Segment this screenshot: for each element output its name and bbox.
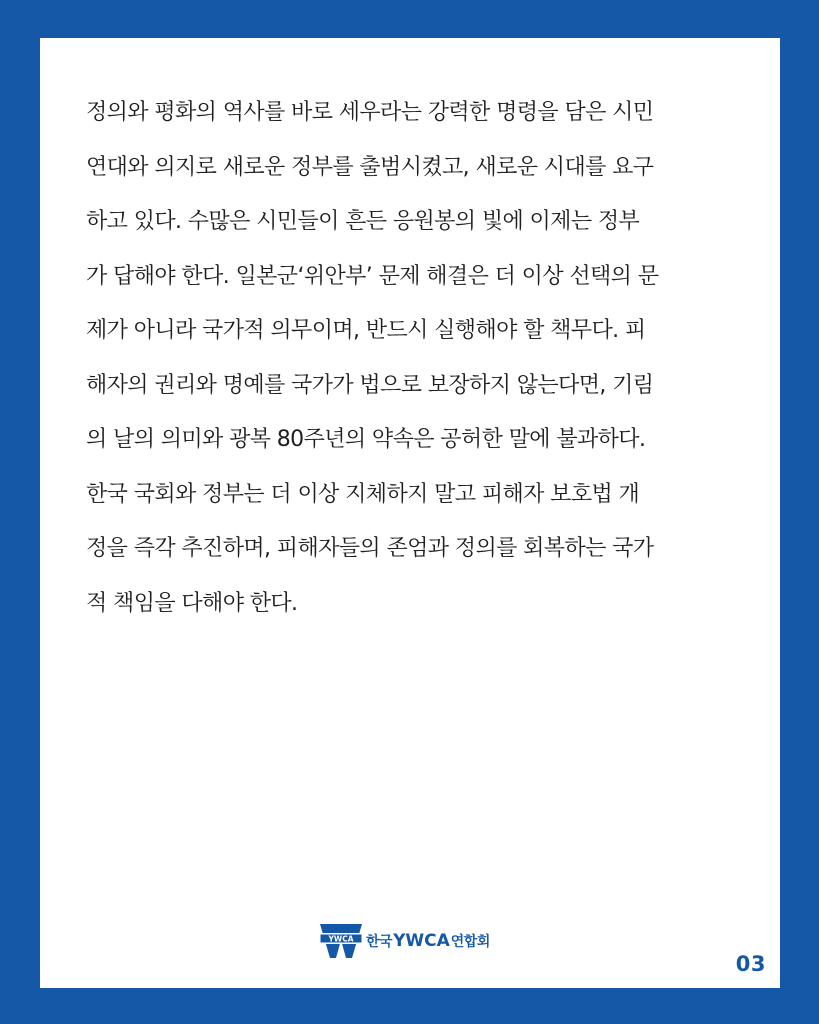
logo-mark-text: YWCA bbox=[328, 934, 354, 944]
org-name-suffix: 연합회 bbox=[450, 934, 490, 950]
text-line: 하고 있다. 수많은 시민들이 흔든 응원봉의 빛에 이제는 정부 bbox=[86, 209, 640, 234]
org-name-prefix: 한국 bbox=[366, 934, 393, 950]
ywca-w-logo-icon bbox=[318, 922, 364, 960]
org-logo bbox=[318, 921, 490, 961]
page-number: 03 bbox=[735, 952, 766, 976]
org-name-brand: YWCA bbox=[393, 931, 450, 951]
text-line: 연대와 의지로 새로운 정부를 출범시켰고, 새로운 시대를 요구 bbox=[86, 154, 654, 180]
text-line: 의 날의 의미와 광복 80주년의 약속은 공허한 말에 불과하다. bbox=[86, 427, 646, 452]
text-line: 제가 아니라 국가적 의무이며, 반드시 실행해야 할 책무다. 피 bbox=[86, 318, 646, 343]
org-name bbox=[366, 931, 490, 951]
text-line: 가 답해야 한다. 일본군‘위안부’ 문제 해결은 더 이상 선택의 문 bbox=[86, 263, 659, 289]
text-line: 한국 국회와 정부는 더 이상 지체하지 말고 피해자 보호법 개 bbox=[86, 481, 640, 507]
text-line: 적 책임을 다해야 한다. bbox=[86, 590, 298, 616]
statement-text bbox=[86, 86, 746, 631]
content-card bbox=[40, 38, 780, 988]
text-line: 정을 즉각 추진하며, 피해자들의 존엄과 정의를 회복하는 국가 bbox=[86, 536, 654, 561]
text-line: 정의와 평화의 역사를 바로 세우라는 강력한 명령을 담은 시민 bbox=[86, 100, 654, 125]
text-line: 해자의 권리와 명예를 국가가 법으로 보장하지 않는다면, 기림 bbox=[86, 372, 654, 398]
